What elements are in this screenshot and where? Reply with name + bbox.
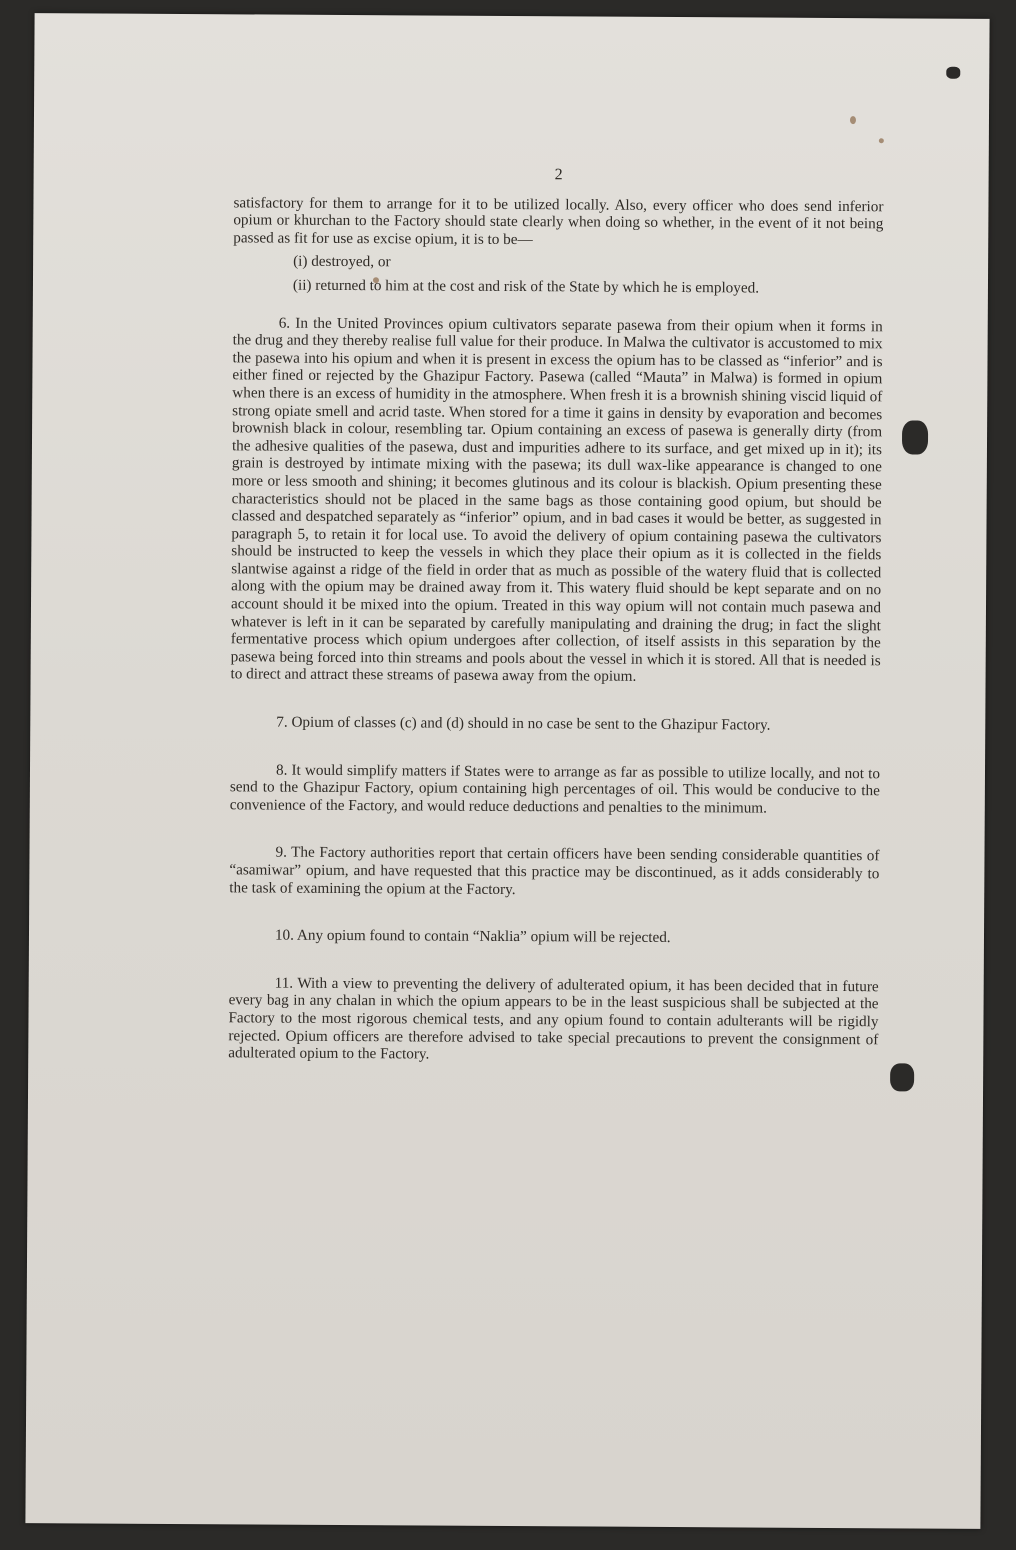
paragraph-7: 7. Opium of classes (c) and (d) should in no case be sent to the Ghazipur Factory.: [276, 713, 771, 734]
opening-paragraph: satisfactory for them to arrange for it to be utilized locally. Also, every officer who does send inferior opium or khurchan to the Factory should state clearly when doing so whether, in the event of it not being passed as fit for use as excise opium, it is to be—: [233, 193, 884, 248]
list-item: (ii) returned to him at the cost and risk of the State by which he is employed.: [292, 276, 760, 297]
paragraph-6: 6. In the United Provinces opium cultivators separate pasewa from their opium when it forms in the drug and they thereby realise full value for their produce. In Malwa the cultivator is accustomed to mix the pasewa into his opium and when it is present in excess the opium has to be classed as “inferior” and is either fined or rejected by the Ghazipur Factory. Pasewa (called “Mauta” in Malwa) is formed in opium when there is an excess of humidity in the atmosphere. When fresh it is a brownish shining viscid liquid of strong opiate smell and acrid taste. When stored for a time it gains in density by evaporation and becomes brownish black in colour, resembling tar. Opium containing an excess of pasewa is generally dirty (from the adhesive qualities of the pasewa, dust and impurities adhere to its surface, and get mixed up in it); its grain is destroyed by intimate mixing with the pasewa; its dull wax-like appearance is changed to one more or less smooth and shining; it becomes glutinous and its colour is blackish. Opium presenting these characteristics should not be placed in the same bags as those containing good opium, but should be classed and despatched separately as “inferior” opium, and in bad cases it would be better, as suggested in paragraph 5, to retain it for local use. To avoid the delivery of opium containing pasewa the cultivators should be instructed to keep the vessels in which they place their opium as it is collected in the fields slantwise against a ridge of the field in order that as much as possible of the watery fluid that is collected along with the opium may be drained away from it. This watery fluid should be kept separate and on no account should it be mixed into the opium. Treated in this way opium will not contain much pasewa and whatever is left in it can be separated by carefully manipulating and draining the drug; in fact the slight fermentative process which opium undergoes after collection, of itself assists in this separation by the pasewa being forced into thin streams and pools about the vessel in which it is stored. All that is needed is to direct and attract these streams of pasewa away from the opium.: [230, 314, 883, 686]
document-page: [25, 13, 989, 1529]
page-damage-hole: [946, 67, 960, 79]
paragraph-10: 10. Any opium found to contain “Naklia” opium will be rejected.: [274, 926, 671, 947]
paragraph-11: 11. With a view to preventing the delivery of adulterated opium, it has been decided that in future every bag in any chalan in which the opium appears to be in the least suspicious shall be subjected at the Factory to the most rigorous chemical tests, and any opium found to contain adulterants will be rigidly rejected. Opium officers are therefore advised to take special precautions to prevent the consignment of adulterated opium to the Factory.: [228, 974, 879, 1063]
page-damage-hole: [902, 420, 928, 454]
page-number: 2: [554, 166, 563, 184]
paragraph-8: 8. It would simplify matters if States were to arrange as far as possible to utilize locally, and not to send to the Ghazipur Factory, opium containing high percentages of oil. This would be conducive to the convenience of the Factory, and would reduce deductions and penalties to the minimum.: [229, 761, 881, 817]
ink-spot: [879, 138, 884, 143]
ink-spot: [850, 116, 856, 124]
page-damage-hole: [890, 1063, 914, 1091]
paragraph-9: 9. The Factory authorities report that certain officers have been sending considerable quantities of “asamiwar” opium, and have requested that this practice may be discontinued, as it adds considerably to the task of examining the opium at the Factory.: [229, 843, 880, 898]
document-body: [228, 164, 883, 1066]
list-item: (i) destroyed, or: [293, 253, 391, 271]
